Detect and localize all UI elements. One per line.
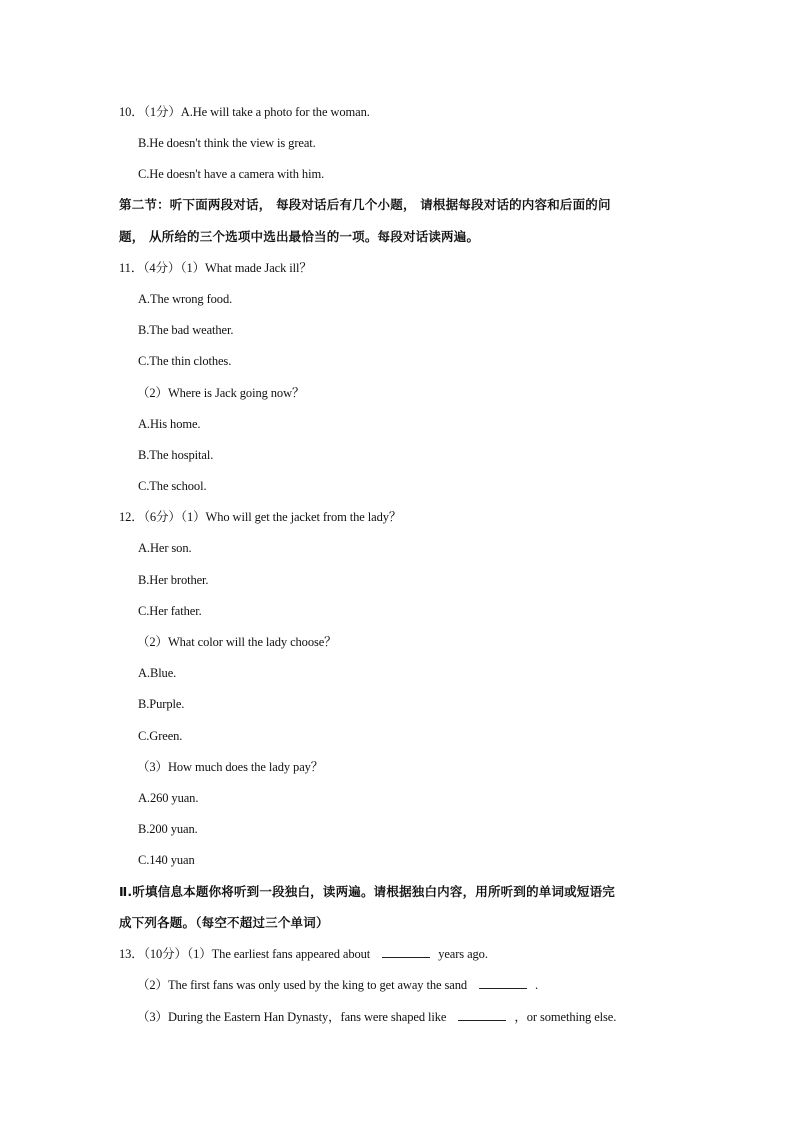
- question-12-1-option-a: A.Her son.: [138, 541, 192, 555]
- question-12-1-option-c: C.Her father.: [138, 604, 202, 618]
- section-2-instruction-line-2: 题， 从所给的三个选项中选出最恰当的一项。每段对话读两遍。: [119, 229, 480, 244]
- question-10-option-c: C.He doesn't have a camera with him.: [138, 167, 325, 181]
- question-10-header: 10．（1分）A.He will take a photo for the woman.: [119, 105, 370, 119]
- question-12-3-option-c: C.140 yuan: [138, 853, 195, 867]
- question-13-header: [119, 946, 488, 962]
- question-11-header: 11．（4分）（1）What made Jack ill？: [119, 261, 312, 275]
- question-13-sub-3-suffix: ，or something else.: [514, 1010, 617, 1024]
- question-11-1-option-b: B.The bad weather.: [138, 323, 234, 337]
- question-13-header-suffix: years ago.: [438, 947, 488, 961]
- question-11-1-option-c: C.The thin clothes.: [138, 354, 232, 368]
- question-11-1-option-a: A.The wrong food.: [138, 292, 233, 306]
- part-2-instruction-line-1: Ⅱ.听填信息本题你将听到一段独白，读两遍。请根据独白内容，用所听到的单词或短语完: [119, 884, 615, 899]
- question-12-sub-2: （2）What color will the lady choose？: [137, 635, 337, 649]
- question-11-2-option-a: A.His home.: [138, 417, 201, 431]
- question-13-sub-2-suffix: .: [535, 978, 539, 992]
- question-10-option-b: B.He doesn't think the view is great.: [138, 136, 316, 150]
- answer-blank-2: [479, 977, 527, 989]
- question-11-sub-2: （2）Where is Jack going now？: [137, 386, 305, 400]
- question-12-3-option-b: B.200 yuan.: [138, 822, 198, 836]
- question-12-1-option-b: B.Her brother.: [138, 573, 209, 587]
- answer-blank-3: [458, 1009, 506, 1021]
- question-12-2-option-a: A.Blue.: [138, 666, 177, 680]
- question-13-header-text: 13．（10分）（1）The earliest fans appeared about: [119, 947, 371, 961]
- question-12-sub-3: （3）How much does the lady pay？: [137, 760, 324, 774]
- question-12-header: 12．（6分）（1）Who will get the jacket from the lady？: [119, 510, 402, 524]
- part-2-instruction-line-2: 成下列各题。（每空不超过三个单词）: [119, 915, 329, 930]
- question-13-sub-2-text: （2）The first fans was only used by the king to get away the sand: [137, 978, 467, 992]
- question-11-2-option-c: C.The school.: [138, 479, 207, 493]
- answer-blank-1: [382, 946, 430, 958]
- question-12-2-option-c: C.Green.: [138, 729, 183, 743]
- question-11-2-option-b: B.The hospital.: [138, 448, 214, 462]
- question-12-2-option-b: B.Purple.: [138, 697, 185, 711]
- question-13-sub-3-text: （3）During the Eastern Han Dynasty，fans were shaped like: [137, 1010, 447, 1024]
- question-13-sub-3: [137, 1009, 616, 1025]
- question-13-sub-2: [137, 977, 538, 993]
- section-2-instruction-line-1: 第二节：听下面两段对话， 每段对话后有几个小题， 请根据每段对话的内容和后面的问: [119, 197, 611, 212]
- question-12-3-option-a: A.260 yuan.: [138, 791, 199, 805]
